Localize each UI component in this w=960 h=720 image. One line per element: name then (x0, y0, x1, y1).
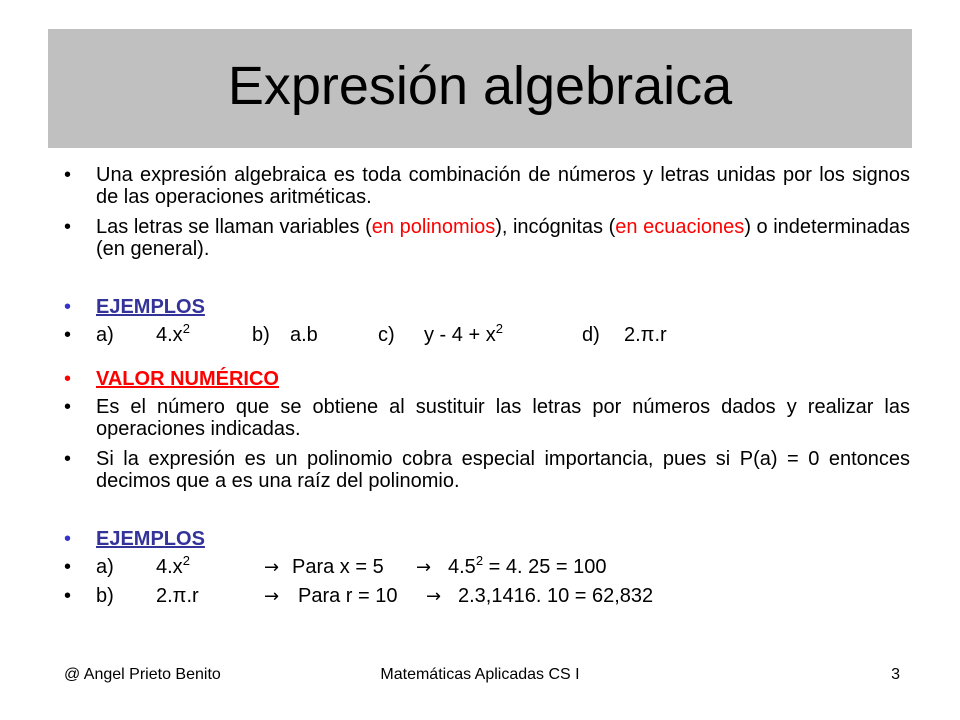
ejemplos2-heading-bullet (64, 528, 910, 550)
valor-raiz-bullet (64, 448, 910, 492)
ejemplos-heading: EJEMPLOS (96, 296, 205, 318)
row-b-condition: Para r = 10 (298, 585, 398, 607)
example-b-label: b) (252, 324, 270, 346)
bullet-dot: • (64, 368, 72, 390)
bullet-dot: • (64, 396, 72, 418)
row-b-result: 2.3,1416. 10 = 62,832 (458, 585, 654, 607)
variables-text-1: Las letras se llaman variables ( (96, 216, 372, 238)
example-a-expr: $4.x^2$ (156, 321, 190, 346)
valor-heading: VALOR NUMÉRICO (96, 368, 279, 390)
arrow-icon: → (264, 557, 280, 578)
example2-row-b (64, 585, 910, 608)
definition-bullet (64, 164, 910, 208)
row-a-result: $4.5^2 = 4$. 25 = 100 (448, 553, 607, 578)
bullet-dot: • (64, 296, 72, 318)
example-b-expr: a.b (290, 324, 318, 346)
variables-text-2: ), incógnitas ( (495, 216, 616, 238)
row-b-expr: 2.π.r (156, 585, 199, 607)
row-a-label: a) (96, 556, 114, 578)
title-banner (48, 29, 912, 148)
bullet-list (64, 164, 910, 608)
bullet-dot: • (64, 556, 72, 578)
bullet-dot: • (64, 324, 72, 346)
variables-bullet (64, 216, 910, 260)
arrow-icon: → (426, 586, 442, 607)
slide-title: Expresión algebraica (227, 55, 733, 116)
example2-row-a (64, 553, 910, 579)
ejemplos-heading-bullet (64, 296, 910, 318)
variables-text-3: ) o indeterminadas (en general). (96, 216, 910, 260)
bullet-dot: • (64, 448, 72, 470)
bullet-dot: • (64, 528, 72, 550)
arrow-icon: → (264, 586, 280, 607)
bullet-dot: • (64, 164, 72, 186)
example-c-expr: $y - 4 + x^2$ (424, 321, 503, 346)
valor-definition-text: Es el número que se obtiene al sustituir las letras por números dados y realizar las operaciones indicadas. (96, 396, 910, 440)
ejemplos2-heading: EJEMPLOS (96, 528, 205, 550)
footer-page-number: 3 (891, 666, 900, 683)
example-a-label: a) (96, 324, 114, 346)
bullet-dot: • (64, 585, 72, 607)
valor-raiz-text: Si la expresión es un polinomio cobra especial importancia, pues si P(a) = 0 entonces decimos que a es una raíz del polinomio. (96, 448, 910, 492)
footer-course: Matemáticas Aplicadas CS I (380, 666, 580, 683)
ecuaciones-text: en ecuaciones (615, 216, 745, 238)
definition-text: Una expresión algebraica es toda combinación de números y letras unidas por los signos de las operaciones aritméticas. (96, 164, 910, 208)
example-c-label: c) (378, 324, 395, 346)
polinomios-text: en polinomios (371, 216, 496, 238)
bullet-dot: • (64, 216, 72, 238)
example-d-expr: 2.π.r (624, 324, 667, 346)
row-a-expr: $4.x^2$ (156, 553, 190, 578)
row-a-condition: Para x = 5 (292, 556, 384, 578)
row-b-label: b) (96, 585, 114, 607)
example-d-label: d) (582, 324, 600, 346)
examples-row (64, 321, 910, 346)
valor-heading-bullet (64, 368, 910, 390)
footer-author: @ Angel Prieto Benito (64, 666, 221, 683)
arrow-icon: → (416, 557, 432, 578)
valor-definition-bullet (64, 396, 910, 440)
